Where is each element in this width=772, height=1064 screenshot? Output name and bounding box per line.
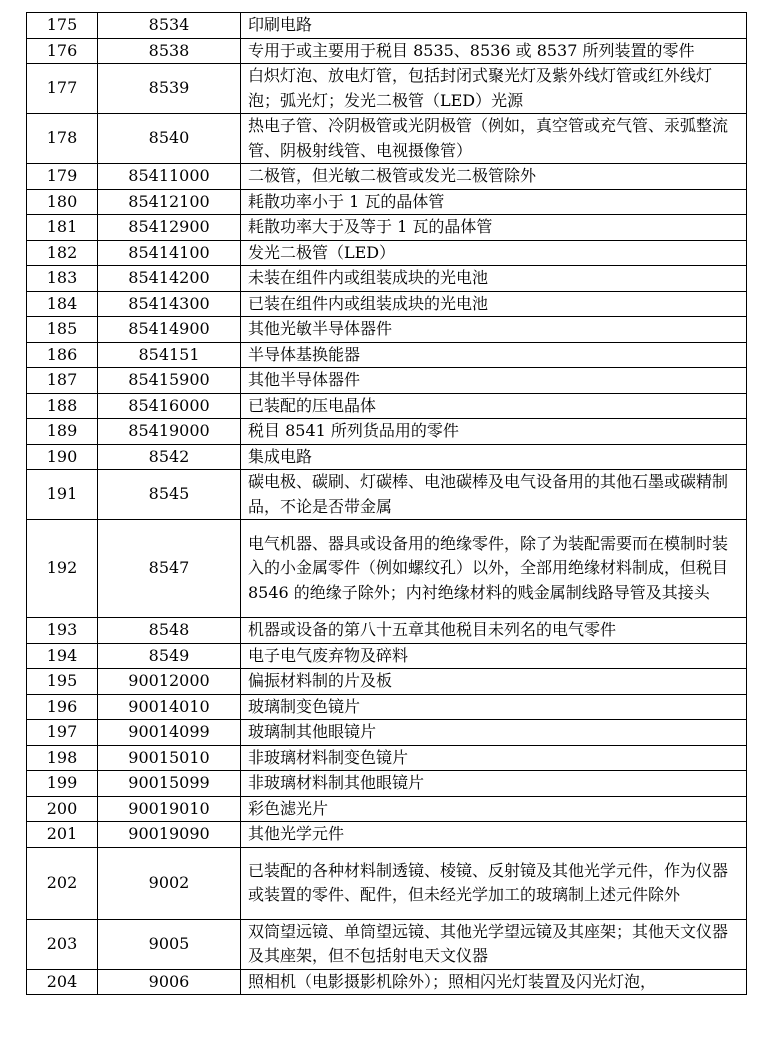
tariff-code: 90014010 xyxy=(98,694,241,720)
tariff-code: 85419000 xyxy=(98,419,241,445)
item-description: 彩色滤光片 xyxy=(241,796,747,822)
tariff-code: 8542 xyxy=(98,444,241,470)
item-description: 半导体基换能器 xyxy=(241,342,747,368)
table-row xyxy=(27,822,747,848)
item-description: 已装配的压电晶体 xyxy=(241,393,747,419)
item-description: 其他光敏半导体器件 xyxy=(241,317,747,343)
item-description: 玻璃制其他眼镜片 xyxy=(241,720,747,746)
row-number: 186 xyxy=(27,342,98,368)
tariff-code: 8547 xyxy=(98,520,241,618)
table-row xyxy=(27,444,747,470)
row-number: 175 xyxy=(27,13,98,39)
table-row xyxy=(27,291,747,317)
row-number: 184 xyxy=(27,291,98,317)
item-description: 热电子管、冷阴极管或光阴极管（例如，真空管或充气管、汞弧整流管、阴极射线管、电视摄像管） xyxy=(241,114,747,164)
table-row xyxy=(27,419,747,445)
tariff-code: 854151 xyxy=(98,342,241,368)
tariff-code: 85415900 xyxy=(98,368,241,394)
tariff-code: 90015099 xyxy=(98,771,241,797)
tariff-code: 8534 xyxy=(98,13,241,39)
tariff-code: 90014099 xyxy=(98,720,241,746)
tariff-code: 9006 xyxy=(98,969,241,995)
table-row xyxy=(27,745,747,771)
row-number: 181 xyxy=(27,215,98,241)
table-row xyxy=(27,368,747,394)
item-description: 二极管，但光敏二极管或发光二极管除外 xyxy=(241,164,747,190)
row-number: 182 xyxy=(27,240,98,266)
item-description: 已装在组件内或组装成块的光电池 xyxy=(241,291,747,317)
table-row xyxy=(27,919,747,969)
row-number: 185 xyxy=(27,317,98,343)
item-description: 发光二极管（LED） xyxy=(241,240,747,266)
tariff-code: 8548 xyxy=(98,618,241,644)
table-row xyxy=(27,64,747,114)
row-number: 191 xyxy=(27,470,98,520)
tariff-code: 90012000 xyxy=(98,669,241,695)
item-description: 税目 8541 所列货品用的零件 xyxy=(241,419,747,445)
item-description: 印刷电路 xyxy=(241,13,747,39)
item-description: 其他半导体器件 xyxy=(241,368,747,394)
row-number: 201 xyxy=(27,822,98,848)
item-description: 耗散功率大于及等于 1 瓦的晶体管 xyxy=(241,215,747,241)
table-row xyxy=(27,771,747,797)
table-row xyxy=(27,669,747,695)
tariff-code: 90019010 xyxy=(98,796,241,822)
item-description: 非玻璃材料制其他眼镜片 xyxy=(241,771,747,797)
row-number: 188 xyxy=(27,393,98,419)
tariff-code: 8549 xyxy=(98,643,241,669)
table-row xyxy=(27,114,747,164)
row-number: 203 xyxy=(27,919,98,969)
table-row xyxy=(27,618,747,644)
tariff-code: 8538 xyxy=(98,38,241,64)
item-description: 电子电气废弃物及碎料 xyxy=(241,643,747,669)
tariff-code: 85414900 xyxy=(98,317,241,343)
item-description: 双筒望远镜、单筒望远镜、其他光学望远镜及其座架；其他天文仪器及其座架，但不包括射电天文仪器 xyxy=(241,919,747,969)
item-description: 耗散功率小于 1 瓦的晶体管 xyxy=(241,189,747,215)
document-page xyxy=(26,12,746,995)
row-number: 197 xyxy=(27,720,98,746)
row-number: 177 xyxy=(27,64,98,114)
item-description: 照相机（电影摄影机除外）；照相闪光灯装置及闪光灯泡， xyxy=(241,969,747,995)
item-description: 集成电路 xyxy=(241,444,747,470)
item-description: 非玻璃材料制变色镜片 xyxy=(241,745,747,771)
tariff-code: 9002 xyxy=(98,847,241,919)
table-row xyxy=(27,470,747,520)
tariff-code: 90019090 xyxy=(98,822,241,848)
table-row xyxy=(27,38,747,64)
row-number: 178 xyxy=(27,114,98,164)
item-description: 电气机器、器具或设备用的绝缘零件，除了为装配需要而在模制时装入的小金属零件（例如螺纹孔）以外，全部用绝缘材料制成，但税目 8546 的绝缘子除外；内衬绝缘材料的贱金属制线路导管及其接头 xyxy=(241,520,747,618)
tariff-code: 85411000 xyxy=(98,164,241,190)
item-description: 未装在组件内或组装成块的光电池 xyxy=(241,266,747,292)
table-row xyxy=(27,969,747,995)
table-row xyxy=(27,643,747,669)
tariff-code: 85412100 xyxy=(98,189,241,215)
row-number: 204 xyxy=(27,969,98,995)
tariff-code: 85412900 xyxy=(98,215,241,241)
row-number: 194 xyxy=(27,643,98,669)
table-row xyxy=(27,215,747,241)
row-number: 196 xyxy=(27,694,98,720)
row-number: 199 xyxy=(27,771,98,797)
row-number: 187 xyxy=(27,368,98,394)
table-row xyxy=(27,796,747,822)
table-row xyxy=(27,847,747,919)
item-description: 碳电极、碳刷、灯碳棒、电池碳棒及电气设备用的其他石墨或碳精制品，不论是否带金属 xyxy=(241,470,747,520)
item-description: 白炽灯泡、放电灯管，包括封闭式聚光灯及紫外线灯管或红外线灯泡；弧光灯；发光二极管（LED）光源 xyxy=(241,64,747,114)
tariff-code: 90015010 xyxy=(98,745,241,771)
tariff-code: 85414100 xyxy=(98,240,241,266)
tariff-code: 8540 xyxy=(98,114,241,164)
table-row xyxy=(27,342,747,368)
table-row xyxy=(27,694,747,720)
row-number: 180 xyxy=(27,189,98,215)
table-row xyxy=(27,317,747,343)
row-number: 179 xyxy=(27,164,98,190)
row-number: 183 xyxy=(27,266,98,292)
table-row xyxy=(27,240,747,266)
item-description: 玻璃制变色镜片 xyxy=(241,694,747,720)
table-row xyxy=(27,164,747,190)
tariff-code: 85416000 xyxy=(98,393,241,419)
row-number: 190 xyxy=(27,444,98,470)
item-description: 偏振材料制的片及板 xyxy=(241,669,747,695)
row-number: 200 xyxy=(27,796,98,822)
row-number: 176 xyxy=(27,38,98,64)
table-row xyxy=(27,189,747,215)
item-description: 机器或设备的第八十五章其他税目未列名的电气零件 xyxy=(241,618,747,644)
tariff-code: 8539 xyxy=(98,64,241,114)
table-row xyxy=(27,720,747,746)
tariff-code-table xyxy=(26,12,747,995)
row-number: 189 xyxy=(27,419,98,445)
item-description: 专用于或主要用于税目 8535、8536 或 8537 所列装置的零件 xyxy=(241,38,747,64)
row-number: 195 xyxy=(27,669,98,695)
tariff-code: 85414300 xyxy=(98,291,241,317)
tariff-code: 9005 xyxy=(98,919,241,969)
row-number: 202 xyxy=(27,847,98,919)
table-row xyxy=(27,393,747,419)
item-description: 其他光学元件 xyxy=(241,822,747,848)
tariff-code: 8545 xyxy=(98,470,241,520)
table-row xyxy=(27,520,747,618)
table-row xyxy=(27,266,747,292)
row-number: 198 xyxy=(27,745,98,771)
table-row xyxy=(27,13,747,39)
row-number: 193 xyxy=(27,618,98,644)
tariff-code: 85414200 xyxy=(98,266,241,292)
item-description: 已装配的各种材料制透镜、棱镜、反射镜及其他光学元件，作为仪器或装置的零件、配件，但未经光学加工的玻璃制上述元件除外 xyxy=(241,847,747,919)
row-number: 192 xyxy=(27,520,98,618)
